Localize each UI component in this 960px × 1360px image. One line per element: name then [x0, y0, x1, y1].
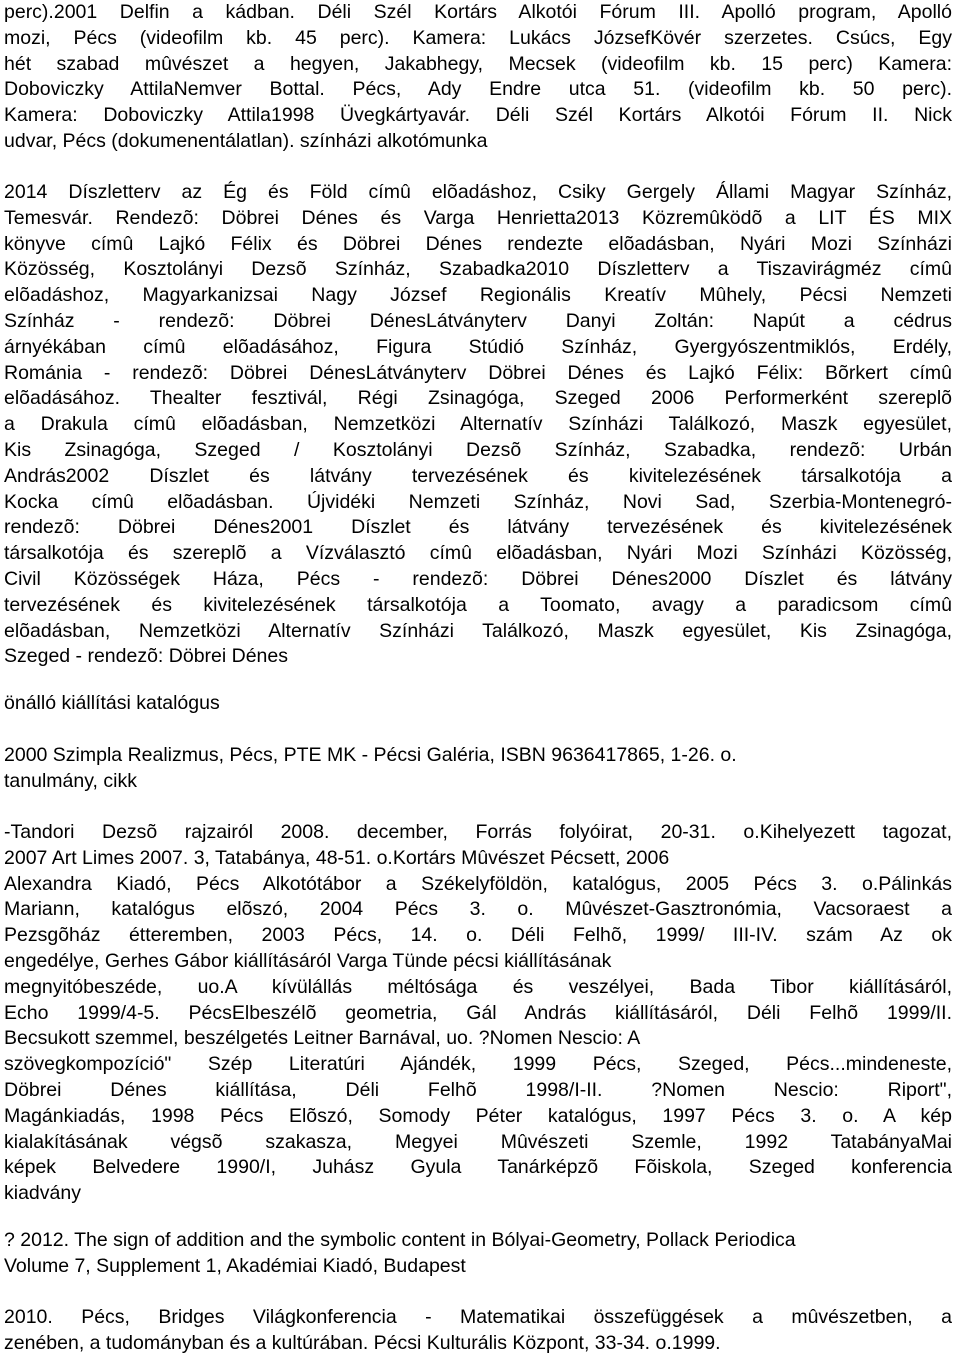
text-line: Mariann, katalógus elõszó, 2004 Pécs 3. o. Mûvészet-Gasztronómia, Vacsoraest a: [4, 898, 952, 921]
text-line: Döbrei Dénes kiállítása, Déli Felhõ 1998/I-II. ?Nomen Nescio: Riport",: [4, 1078, 952, 1101]
text-line: szövegkompozíció" Szép Literatúri Ajándék, 1999 Pécs, Szeged, Pécs...mindeneste,: [4, 1053, 952, 1076]
theatre-work-paragraph: [4, 180, 952, 670]
text-line: Románia - rendezõ: Döbrei DénesLátványterv Döbrei Dénes és Lajkó Félix: Bõrkert címû: [4, 361, 952, 384]
text-line: Becsukott szemmel, beszélgetés Leitner Barnával, uo. ?Nomen Nescio: A: [4, 1027, 641, 1050]
publication-paragraph: [4, 1228, 952, 1280]
text-line: hét szabad mûvészet a hegyen, Jakabhegy, Mecsek (videofilm kb. 15 perc) Kamera:: [4, 52, 952, 75]
articles-paragraph: [4, 820, 952, 1207]
text-line: -Tandori Dezsõ rajzairól 2008. december, Forrás folyóirat, 20-31. o.Kihelyezett tagozat,: [4, 821, 952, 843]
text-line: 2000 Szimpla Realizmus, Pécs, PTE MK - Pécsi Galéria, ISBN 9636417865, 1-26. o.: [4, 744, 737, 766]
text-line: Alexandra Kiadó, Pécs Alkotótábor a Székelyföldön, katalógus, 2005 Pécs 3. o.Pálinkás: [4, 872, 952, 895]
text-line: elõadásban, Nemzetközi Alternatív Színházi Találkozó, Maszk egyesület, Kis Zsinagóga,: [4, 619, 952, 642]
text-line: Pezsgõház étteremben, 2003 Pécs, 14. o. Déli Felhõ, 1999/ III-IV. szám Az ok: [4, 924, 952, 947]
text-line: árnyékában címû elõadásához, Figura Stúdió Színház, Gyergyószentmiklós, Erdély,: [4, 335, 952, 358]
text-line: tanulmány, cikk: [4, 769, 137, 792]
text-line: megnyitóbeszéde, uo.A kívülállás méltósága és veszélyei, Bada Tibor kiállításáról,: [4, 975, 952, 998]
text-line: engedélye, Gerhes Gábor kiállításáról Varga Tünde pécsi kiállításának: [4, 949, 612, 972]
text-line: Közösség, Kosztolányi Dezsõ Színház, Szabadka2010 Díszletterv a Tiszavirágméz címû: [4, 258, 952, 281]
text-line: Kis Zsinagóga, Szeged / Kosztolányi Dezsõ Színház, Szabadka, rendezõ: Urbán: [4, 438, 952, 461]
text-line: Volume 7, Supplement 1, Akadémiai Kiadó, Budapest: [4, 1254, 466, 1277]
text-line: András2002 Díszlet és látvány tervezésének és kivitelezésének társalkotója a: [4, 464, 952, 487]
text-line: Echo 1999/4-5. PécsElbeszélõ geometria, Gál András kiállításáról, Déli Felhõ 1999/II.: [4, 1001, 952, 1024]
catalog-heading: önálló kiállítási katalógus: [4, 692, 220, 714]
text-line: udvar, Pécs (dokumenentálatlan). színházi alkotómunka: [4, 129, 488, 152]
text-line: 2007 Art Limes 2007. 3, Tatabánya, 48-51. o.Kortárs Mûvészet Pécsett, 2006: [4, 846, 670, 869]
text-line: Temesvár. Rendezõ: Döbrei Dénes és Varga Henrietta2013 Közremûködõ a LIT ÉS MIX: [4, 206, 952, 229]
text-line: mozi, Pécs (videofilm kb. 45 perc). Kamera: Lukács JózsefKövér szerzetes. Csúcs, Egy: [4, 26, 952, 49]
text-line: Doboviczky AttilaNemver Bottal. Pécs, Ady Endre utca 51. (videofilm kb. 50 perc).: [4, 78, 952, 101]
text-line: Civil Közösségek Háza, Pécs - rendezõ: Döbrei Dénes2000 Díszlet és látvány: [4, 567, 952, 590]
text-line: tervezésének és kivitelezésének társalkotója a Toomato, avagy a paradicsom címû: [4, 593, 952, 616]
text-line: kialakításának végsõ szakasza, Megyei Mûvészeti Szemle, 1992 TatabányaMai: [4, 1130, 952, 1153]
text-line: könyve címû Lajkó Félix és Döbrei Dénes rendezte elõadásban, Nyári Mozi Színházi: [4, 232, 952, 255]
text-line: társalkotója és szereplõ a Vízválasztó címû elõadásban, Nyári Mozi Színházi Közösség,: [4, 542, 952, 565]
text-line: rendezõ: Döbrei Dénes2001 Díszlet és látvány tervezésének és kivitelezésének: [4, 516, 952, 539]
text-line: 2014 Díszletterv az Ég és Föld címû elõadáshoz, Csiky Gergely Állami Magyar Színház,: [4, 181, 952, 203]
text-line: Magánkiadás, 1998 Pécs Elõszó, Somody Péter katalógus, 1997 Pécs 3. o. A kép: [4, 1104, 952, 1127]
text-line: Kocka címû elõadásban. Újvidéki Nemzeti Színház, Novi Sad, Szerbia-Montenegró-: [4, 490, 952, 513]
text-line: elõadáshoz, Magyarkanizsai Nagy József Regionális Kreatív Mûhely, Pécsi Nemzeti: [4, 284, 952, 307]
text-line: Kamera: Doboviczky Attila1998 Üvegkártyavár. Déli Szél Kortárs Alkotói Fórum II. Nick: [4, 104, 952, 127]
text-line: a Drakula címû elõadásban, Nemzetközi Alternatív Színházi Találkozó, Maszk egyesület,: [4, 413, 952, 436]
text-line: Szeged - rendezõ: Döbrei Dénes: [4, 645, 288, 668]
text-line: zenében, a tudományban és a kultúrában. Pécsi Kulturális Központ, 33-34. o.1999.: [4, 1331, 721, 1354]
text-line: 2010. Pécs, Bridges Világkonferencia - Matematikai összefüggések a mûvészetben, a: [4, 1306, 952, 1328]
text-line: perc).2001 Delfin a kádban. Déli Szél Kortárs Alkotói Fórum III. Apolló program, Apolló: [4, 1, 952, 23]
conference-paragraph: [4, 1305, 952, 1357]
catalog-paragraph: [4, 743, 952, 795]
text-line: kiadvány: [4, 1182, 81, 1205]
filmography-paragraph: [4, 0, 952, 155]
text-line: Színház - rendezõ: Döbrei DénesLátványterv Danyi Zoltán: Napút a cédrus: [4, 309, 952, 332]
text-line: ? 2012. The sign of addition and the symbolic content in Bólyai-Geometry, Pollack Periodica: [4, 1229, 796, 1251]
text-line: képek Belvedere 1990/I, Juhász Gyula Tanárképzõ Fõiskola, Szeged konferencia: [4, 1156, 952, 1179]
text-line: elõadásához. Thealter fesztivál, Régi Zsinagóga, Szeged 2006 Performerként szereplõ: [4, 387, 952, 410]
